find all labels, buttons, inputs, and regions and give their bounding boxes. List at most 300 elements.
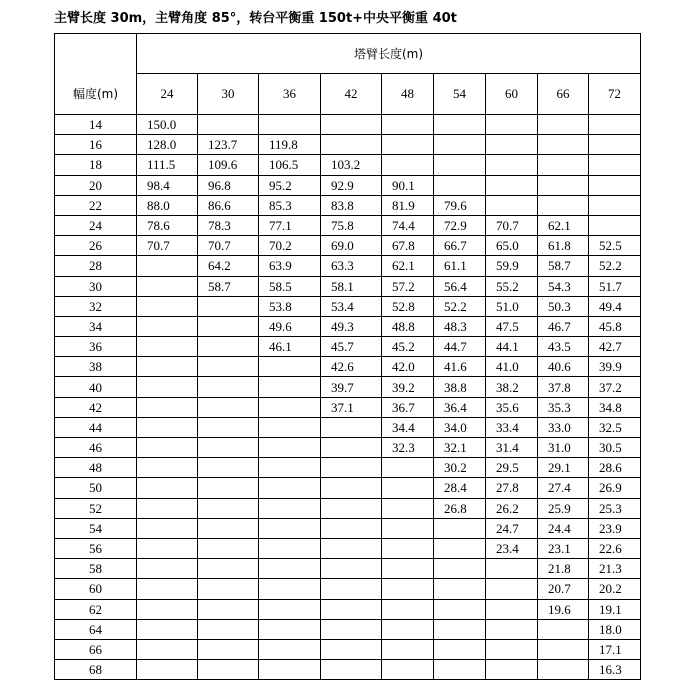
capacity-cell: 58.7 bbox=[538, 256, 589, 276]
capacity-cell: 52.2 bbox=[434, 296, 486, 316]
column-header-60: 60 bbox=[486, 74, 538, 115]
capacity-cell bbox=[486, 639, 538, 659]
capacity-cell: 61.1 bbox=[434, 256, 486, 276]
table-row bbox=[55, 397, 641, 417]
capacity-cell bbox=[382, 478, 434, 498]
capacity-cell bbox=[137, 256, 198, 276]
capacity-cell: 58.5 bbox=[259, 276, 321, 296]
capacity-cell: 53.8 bbox=[259, 296, 321, 316]
capacity-cell: 45.2 bbox=[382, 337, 434, 357]
capacity-cell: 66.7 bbox=[434, 236, 486, 256]
radius-cell: 42 bbox=[55, 397, 137, 417]
radius-cell: 14 bbox=[55, 115, 137, 135]
capacity-cell: 45.8 bbox=[589, 316, 641, 336]
table-row bbox=[55, 559, 641, 579]
capacity-cell bbox=[486, 579, 538, 599]
capacity-cell bbox=[198, 417, 259, 437]
capacity-cell bbox=[198, 660, 259, 680]
capacity-cell bbox=[321, 599, 382, 619]
capacity-cell bbox=[589, 175, 641, 195]
capacity-cell: 49.3 bbox=[321, 316, 382, 336]
capacity-cell bbox=[137, 518, 198, 538]
capacity-cell bbox=[198, 337, 259, 357]
capacity-cell: 123.7 bbox=[198, 135, 259, 155]
capacity-cell: 150.0 bbox=[137, 115, 198, 135]
capacity-cell: 44.1 bbox=[486, 337, 538, 357]
capacity-cell bbox=[538, 639, 589, 659]
capacity-cell: 20.7 bbox=[538, 579, 589, 599]
capacity-cell bbox=[382, 115, 434, 135]
capacity-cell: 95.2 bbox=[259, 175, 321, 195]
capacity-cell: 49.4 bbox=[589, 296, 641, 316]
capacity-cell: 41.0 bbox=[486, 357, 538, 377]
capacity-cell: 42.6 bbox=[321, 357, 382, 377]
header-row-top bbox=[55, 34, 641, 74]
radius-cell: 36 bbox=[55, 337, 137, 357]
radius-cell: 24 bbox=[55, 215, 137, 235]
table-row bbox=[55, 155, 641, 175]
capacity-cell bbox=[137, 599, 198, 619]
capacity-cell bbox=[321, 619, 382, 639]
capacity-cell bbox=[486, 559, 538, 579]
capacity-cell: 36.7 bbox=[382, 397, 434, 417]
capacity-cell bbox=[198, 458, 259, 478]
radius-cell: 22 bbox=[55, 195, 137, 215]
capacity-cell bbox=[382, 538, 434, 558]
capacity-cell bbox=[137, 559, 198, 579]
capacity-cell bbox=[198, 357, 259, 377]
capacity-cell bbox=[259, 619, 321, 639]
capacity-cell: 52.8 bbox=[382, 296, 434, 316]
capacity-cell: 119.8 bbox=[259, 135, 321, 155]
capacity-cell: 50.3 bbox=[538, 296, 589, 316]
capacity-cell bbox=[198, 518, 259, 538]
capacity-cell bbox=[589, 115, 641, 135]
capacity-cell: 70.7 bbox=[486, 215, 538, 235]
capacity-cell bbox=[137, 417, 198, 437]
radius-cell: 58 bbox=[55, 559, 137, 579]
capacity-cell: 20.2 bbox=[589, 579, 641, 599]
capacity-cell bbox=[321, 498, 382, 518]
capacity-cell: 83.8 bbox=[321, 195, 382, 215]
capacity-cell: 70.7 bbox=[198, 236, 259, 256]
capacity-cell: 92.9 bbox=[321, 175, 382, 195]
radius-cell: 32 bbox=[55, 296, 137, 316]
capacity-cell: 48.8 bbox=[382, 316, 434, 336]
capacity-cell bbox=[382, 599, 434, 619]
capacity-cell: 88.0 bbox=[137, 195, 198, 215]
table-row bbox=[55, 296, 641, 316]
capacity-cell bbox=[137, 357, 198, 377]
table-row bbox=[55, 357, 641, 377]
capacity-cell bbox=[382, 498, 434, 518]
capacity-cell: 78.6 bbox=[137, 215, 198, 235]
capacity-cell bbox=[321, 478, 382, 498]
capacity-cell bbox=[259, 377, 321, 397]
capacity-cell bbox=[434, 538, 486, 558]
capacity-cell bbox=[434, 599, 486, 619]
capacity-cell bbox=[259, 357, 321, 377]
capacity-cell: 27.4 bbox=[538, 478, 589, 498]
capacity-cell bbox=[137, 397, 198, 417]
capacity-cell: 58.7 bbox=[198, 276, 259, 296]
capacity-cell: 54.3 bbox=[538, 276, 589, 296]
capacity-cell bbox=[589, 135, 641, 155]
radius-cell: 44 bbox=[55, 417, 137, 437]
capacity-cell: 28.6 bbox=[589, 458, 641, 478]
capacity-cell bbox=[382, 559, 434, 579]
capacity-cell bbox=[434, 639, 486, 659]
capacity-cell bbox=[382, 579, 434, 599]
capacity-cell: 43.5 bbox=[538, 337, 589, 357]
capacity-cell bbox=[538, 155, 589, 175]
capacity-cell bbox=[486, 155, 538, 175]
capacity-cell bbox=[538, 135, 589, 155]
capacity-cell: 79.6 bbox=[434, 195, 486, 215]
corner-cell bbox=[55, 34, 137, 74]
capacity-cell bbox=[321, 559, 382, 579]
capacity-cell: 27.8 bbox=[486, 478, 538, 498]
capacity-cell: 45.7 bbox=[321, 337, 382, 357]
capacity-cell: 59.9 bbox=[486, 256, 538, 276]
radius-cell: 30 bbox=[55, 276, 137, 296]
capacity-cell: 37.2 bbox=[589, 377, 641, 397]
capacity-cell: 40.6 bbox=[538, 357, 589, 377]
capacity-cell: 23.4 bbox=[486, 538, 538, 558]
capacity-cell: 70.7 bbox=[137, 236, 198, 256]
capacity-cell: 24.4 bbox=[538, 518, 589, 538]
capacity-cell bbox=[198, 639, 259, 659]
capacity-cell: 22.6 bbox=[589, 538, 641, 558]
capacity-cell bbox=[434, 135, 486, 155]
capacity-cell bbox=[198, 559, 259, 579]
capacity-cell: 63.9 bbox=[259, 256, 321, 276]
capacity-cell bbox=[137, 478, 198, 498]
radius-cell: 48 bbox=[55, 458, 137, 478]
column-header-42: 42 bbox=[321, 74, 382, 115]
capacity-cell bbox=[137, 276, 198, 296]
radius-cell: 20 bbox=[55, 175, 137, 195]
capacity-cell: 31.0 bbox=[538, 438, 589, 458]
capacity-cell: 61.8 bbox=[538, 236, 589, 256]
capacity-cell bbox=[259, 498, 321, 518]
capacity-cell: 62.1 bbox=[538, 215, 589, 235]
capacity-cell: 58.1 bbox=[321, 276, 382, 296]
radius-cell: 62 bbox=[55, 599, 137, 619]
table-row bbox=[55, 195, 641, 215]
capacity-cell: 90.1 bbox=[382, 175, 434, 195]
load-chart-table bbox=[54, 33, 641, 680]
column-header-66: 66 bbox=[538, 74, 589, 115]
table-row bbox=[55, 579, 641, 599]
capacity-cell bbox=[198, 397, 259, 417]
capacity-cell: 111.5 bbox=[137, 155, 198, 175]
capacity-cell: 33.0 bbox=[538, 417, 589, 437]
table-row bbox=[55, 175, 641, 195]
capacity-cell bbox=[321, 518, 382, 538]
capacity-cell bbox=[486, 115, 538, 135]
capacity-cell bbox=[382, 518, 434, 538]
capacity-cell bbox=[137, 619, 198, 639]
capacity-cell bbox=[137, 296, 198, 316]
capacity-cell bbox=[434, 619, 486, 639]
capacity-cell bbox=[259, 518, 321, 538]
capacity-cell bbox=[259, 599, 321, 619]
table-row bbox=[55, 639, 641, 659]
radius-cell: 52 bbox=[55, 498, 137, 518]
table-row bbox=[55, 619, 641, 639]
capacity-cell: 38.2 bbox=[486, 377, 538, 397]
capacity-cell bbox=[137, 579, 198, 599]
table-caption: 主臂长度 30m，主臂角度 85°，转台平衡重 150t+中央平衡重 40t bbox=[54, 11, 457, 26]
capacity-cell: 42.7 bbox=[589, 337, 641, 357]
capacity-cell: 52.2 bbox=[589, 256, 641, 276]
capacity-cell bbox=[321, 438, 382, 458]
capacity-cell bbox=[259, 478, 321, 498]
capacity-cell bbox=[259, 660, 321, 680]
capacity-cell: 52.5 bbox=[589, 236, 641, 256]
capacity-cell: 48.3 bbox=[434, 316, 486, 336]
capacity-cell: 128.0 bbox=[137, 135, 198, 155]
table-row bbox=[55, 115, 641, 135]
capacity-cell: 47.5 bbox=[486, 316, 538, 336]
capacity-cell bbox=[382, 660, 434, 680]
capacity-cell bbox=[382, 135, 434, 155]
capacity-cell bbox=[538, 175, 589, 195]
capacity-cell: 30.2 bbox=[434, 458, 486, 478]
capacity-cell: 51.7 bbox=[589, 276, 641, 296]
capacity-cell bbox=[486, 619, 538, 639]
capacity-cell: 30.5 bbox=[589, 438, 641, 458]
capacity-cell: 26.2 bbox=[486, 498, 538, 518]
capacity-cell bbox=[321, 538, 382, 558]
capacity-cell: 67.8 bbox=[382, 236, 434, 256]
capacity-cell bbox=[259, 559, 321, 579]
capacity-cell: 69.0 bbox=[321, 236, 382, 256]
table-row bbox=[55, 478, 641, 498]
capacity-cell: 37.8 bbox=[538, 377, 589, 397]
capacity-cell: 109.6 bbox=[198, 155, 259, 175]
table-row bbox=[55, 518, 641, 538]
capacity-cell bbox=[259, 397, 321, 417]
table-row bbox=[55, 538, 641, 558]
capacity-cell: 44.7 bbox=[434, 337, 486, 357]
capacity-cell: 42.0 bbox=[382, 357, 434, 377]
capacity-cell bbox=[198, 599, 259, 619]
capacity-cell bbox=[259, 417, 321, 437]
capacity-cell bbox=[434, 559, 486, 579]
capacity-cell bbox=[198, 498, 259, 518]
radius-cell: 56 bbox=[55, 538, 137, 558]
table-row bbox=[55, 599, 641, 619]
capacity-cell: 24.7 bbox=[486, 518, 538, 538]
capacity-cell bbox=[198, 316, 259, 336]
capacity-cell bbox=[321, 458, 382, 478]
capacity-cell bbox=[198, 579, 259, 599]
capacity-cell bbox=[137, 639, 198, 659]
capacity-cell: 35.6 bbox=[486, 397, 538, 417]
capacity-cell: 53.4 bbox=[321, 296, 382, 316]
capacity-cell: 56.4 bbox=[434, 276, 486, 296]
column-header-48: 48 bbox=[382, 74, 434, 115]
capacity-cell bbox=[198, 478, 259, 498]
capacity-cell: 77.1 bbox=[259, 215, 321, 235]
capacity-cell bbox=[259, 579, 321, 599]
capacity-cell: 55.2 bbox=[486, 276, 538, 296]
capacity-cell bbox=[321, 579, 382, 599]
table-body bbox=[55, 34, 641, 680]
capacity-cell bbox=[321, 417, 382, 437]
table-row bbox=[55, 215, 641, 235]
capacity-cell: 106.5 bbox=[259, 155, 321, 175]
capacity-cell: 31.4 bbox=[486, 438, 538, 458]
capacity-cell bbox=[434, 518, 486, 538]
capacity-cell bbox=[382, 639, 434, 659]
capacity-cell: 38.8 bbox=[434, 377, 486, 397]
boom-length-header: 塔臂长度(m) bbox=[137, 34, 641, 74]
capacity-cell bbox=[486, 599, 538, 619]
capacity-cell: 25.3 bbox=[589, 498, 641, 518]
capacity-cell bbox=[137, 337, 198, 357]
radius-cell: 68 bbox=[55, 660, 137, 680]
radius-cell: 60 bbox=[55, 579, 137, 599]
table-row bbox=[55, 337, 641, 357]
capacity-cell bbox=[259, 538, 321, 558]
capacity-cell bbox=[486, 660, 538, 680]
capacity-cell: 26.9 bbox=[589, 478, 641, 498]
capacity-cell bbox=[198, 619, 259, 639]
capacity-cell: 74.4 bbox=[382, 215, 434, 235]
radius-cell: 26 bbox=[55, 236, 137, 256]
capacity-cell bbox=[259, 458, 321, 478]
header-row-columns bbox=[55, 74, 641, 115]
capacity-cell bbox=[137, 660, 198, 680]
column-header-36: 36 bbox=[259, 74, 321, 115]
capacity-cell: 33.4 bbox=[486, 417, 538, 437]
radius-cell: 34 bbox=[55, 316, 137, 336]
capacity-cell: 62.1 bbox=[382, 256, 434, 276]
radius-cell: 28 bbox=[55, 256, 137, 276]
capacity-cell bbox=[198, 538, 259, 558]
capacity-cell: 49.6 bbox=[259, 316, 321, 336]
table-row bbox=[55, 276, 641, 296]
capacity-cell: 21.8 bbox=[538, 559, 589, 579]
radius-cell: 50 bbox=[55, 478, 137, 498]
capacity-cell: 29.5 bbox=[486, 458, 538, 478]
capacity-cell bbox=[198, 115, 259, 135]
capacity-cell bbox=[434, 155, 486, 175]
capacity-cell: 78.3 bbox=[198, 215, 259, 235]
capacity-cell bbox=[434, 115, 486, 135]
capacity-cell bbox=[259, 438, 321, 458]
capacity-cell: 75.8 bbox=[321, 215, 382, 235]
capacity-cell: 98.4 bbox=[137, 175, 198, 195]
radius-cell: 40 bbox=[55, 377, 137, 397]
capacity-cell: 41.6 bbox=[434, 357, 486, 377]
column-header-30: 30 bbox=[198, 74, 259, 115]
capacity-cell: 46.7 bbox=[538, 316, 589, 336]
table-row bbox=[55, 458, 641, 478]
capacity-cell bbox=[538, 195, 589, 215]
capacity-cell bbox=[259, 115, 321, 135]
capacity-cell bbox=[589, 215, 641, 235]
capacity-cell: 63.3 bbox=[321, 256, 382, 276]
table-row bbox=[55, 135, 641, 155]
capacity-cell: 64.2 bbox=[198, 256, 259, 276]
radius-cell: 54 bbox=[55, 518, 137, 538]
capacity-cell: 18.0 bbox=[589, 619, 641, 639]
capacity-cell: 39.9 bbox=[589, 357, 641, 377]
capacity-cell bbox=[382, 619, 434, 639]
table-row bbox=[55, 236, 641, 256]
radius-cell: 66 bbox=[55, 639, 137, 659]
capacity-cell bbox=[486, 195, 538, 215]
capacity-cell bbox=[137, 458, 198, 478]
capacity-cell: 103.2 bbox=[321, 155, 382, 175]
capacity-cell: 19.1 bbox=[589, 599, 641, 619]
capacity-cell: 32.3 bbox=[382, 438, 434, 458]
capacity-cell bbox=[137, 316, 198, 336]
capacity-cell: 39.2 bbox=[382, 377, 434, 397]
capacity-cell: 23.9 bbox=[589, 518, 641, 538]
capacity-cell: 96.8 bbox=[198, 175, 259, 195]
capacity-cell: 85.3 bbox=[259, 195, 321, 215]
capacity-cell bbox=[434, 660, 486, 680]
table-row bbox=[55, 256, 641, 276]
capacity-cell: 23.1 bbox=[538, 538, 589, 558]
capacity-cell bbox=[382, 155, 434, 175]
table-row bbox=[55, 417, 641, 437]
table-row bbox=[55, 377, 641, 397]
capacity-cell: 70.2 bbox=[259, 236, 321, 256]
capacity-cell bbox=[137, 538, 198, 558]
capacity-cell: 72.9 bbox=[434, 215, 486, 235]
capacity-cell bbox=[198, 296, 259, 316]
capacity-cell: 34.4 bbox=[382, 417, 434, 437]
capacity-cell: 35.3 bbox=[538, 397, 589, 417]
capacity-cell: 32.1 bbox=[434, 438, 486, 458]
capacity-cell: 51.0 bbox=[486, 296, 538, 316]
table-row bbox=[55, 498, 641, 518]
capacity-cell bbox=[137, 438, 198, 458]
capacity-cell: 81.9 bbox=[382, 195, 434, 215]
radius-header: 幅度(m) bbox=[55, 74, 137, 115]
radius-cell: 46 bbox=[55, 438, 137, 458]
capacity-cell: 65.0 bbox=[486, 236, 538, 256]
column-header-54: 54 bbox=[434, 74, 486, 115]
capacity-cell bbox=[382, 458, 434, 478]
radius-cell: 64 bbox=[55, 619, 137, 639]
capacity-cell bbox=[198, 377, 259, 397]
capacity-cell: 16.3 bbox=[589, 660, 641, 680]
capacity-cell: 34.0 bbox=[434, 417, 486, 437]
capacity-cell bbox=[589, 195, 641, 215]
table-row bbox=[55, 316, 641, 336]
capacity-cell: 39.7 bbox=[321, 377, 382, 397]
capacity-cell bbox=[486, 135, 538, 155]
capacity-cell: 37.1 bbox=[321, 397, 382, 417]
capacity-cell: 28.4 bbox=[434, 478, 486, 498]
capacity-cell bbox=[486, 175, 538, 195]
capacity-cell: 36.4 bbox=[434, 397, 486, 417]
capacity-cell bbox=[321, 660, 382, 680]
capacity-cell: 25.9 bbox=[538, 498, 589, 518]
capacity-cell: 26.8 bbox=[434, 498, 486, 518]
column-header-72: 72 bbox=[589, 74, 641, 115]
capacity-cell bbox=[137, 377, 198, 397]
radius-cell: 18 bbox=[55, 155, 137, 175]
capacity-cell bbox=[259, 639, 321, 659]
